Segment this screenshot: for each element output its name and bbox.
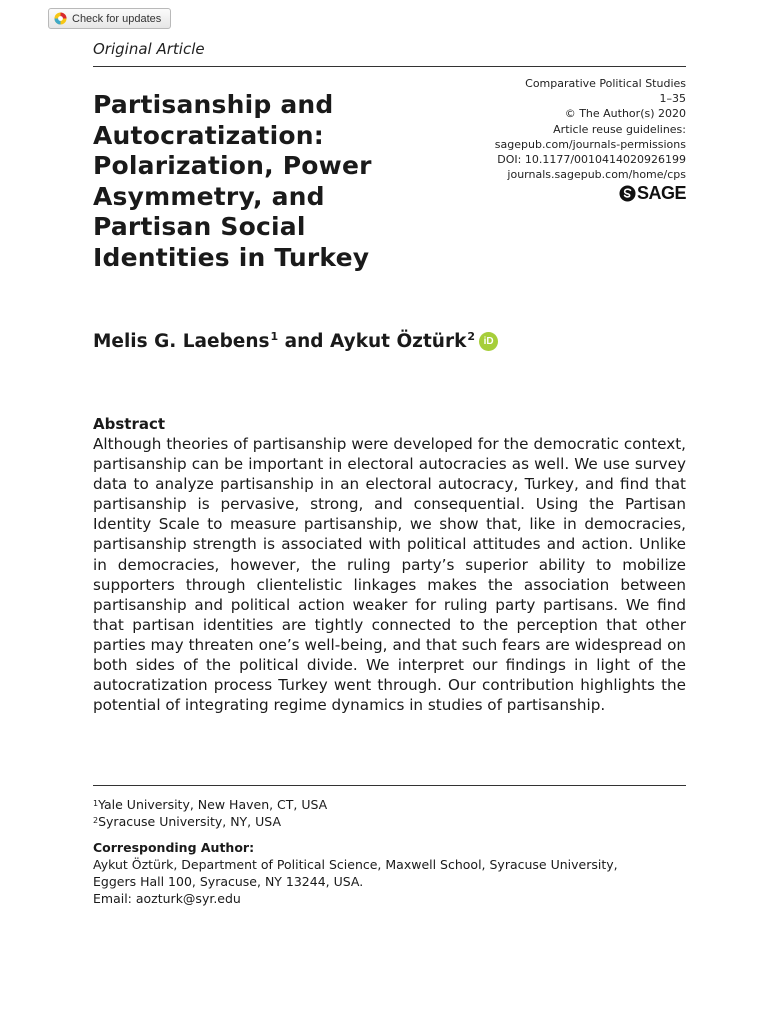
affiliation-item [93, 796, 327, 813]
affiliation-mark: 1 [93, 799, 99, 808]
sage-logo [619, 185, 686, 202]
abstract-heading: Abstract [93, 415, 166, 433]
affiliation-item [93, 813, 327, 830]
author-name[interactable]: Aykut Öztürk [329, 331, 467, 352]
corresponding-address-line: Eggers Hall 100, Syracuse, NY 13244, USA. [93, 874, 364, 889]
abstract-body: Although theories of partisanship were developed for the democratic context, partisanship can be important in electoral autocracies as well. We use survey data to analyze partisanship in an electoral autocracy, Turkey, and find that partisanship is pervasive, strong, and consequential. Using the Partisan Identity Scale to measure partisanship, we show that, like in democracies, partisanship strength is associated with political attitudes and action. Unlike in democracies, however, the ruling party’s superior ability to mobilize supporters through clientelistic linkages makes the association between partisanship and political action weaker for ruling party partisans. We find that partisan identities are tightly connected to the perception that other parties may threaten one’s well-being, and that such fears are widespread on both sides of the political divide. We interpret our findings in light of the autocratization process Turkey went through. Our contribution highlights the potential of integrating regime dynamics in studies of partisanship. [93, 435, 686, 715]
reuse-link[interactable]: sagepub.com/journals-permissions [494, 137, 686, 151]
authors-joiner: and [278, 331, 330, 352]
reuse-label: Article reuse guidelines: [553, 122, 686, 136]
article-title: Partisanship and Autocratization: Polarization, Power Asymmetry, and Partisan Social Identities in Turkey [93, 90, 372, 272]
affiliation-mark: 2 [93, 816, 99, 825]
affiliation-mark: 1 [270, 330, 279, 343]
corresponding-author-label: Corresponding Author: [93, 840, 255, 855]
author-list [93, 331, 498, 352]
check-for-updates-label: Check for updates [72, 12, 162, 25]
journal-meta [426, 76, 686, 207]
sage-logo-icon [619, 185, 636, 202]
article-type: Original Article [93, 40, 205, 58]
header-divider [93, 66, 686, 67]
check-for-updates-button[interactable] [48, 8, 171, 29]
author-name[interactable]: Melis G. Laebens [93, 331, 270, 352]
footer-divider [93, 785, 686, 786]
affiliations [93, 796, 327, 830]
copyright: © The Author(s) 2020 [564, 107, 686, 121]
journal-name: Comparative Political Studies [525, 77, 686, 90]
affiliation-text: Syracuse University, NY, USA [98, 814, 281, 829]
page-range: 1–35 [659, 92, 686, 106]
orcid-icon[interactable]: iD [479, 332, 498, 351]
doi-link[interactable]: DOI: 10.1177/0010414020926199 [497, 153, 686, 167]
affiliation-text: Yale University, New Haven, CT, USA [98, 797, 328, 812]
corresponding-email[interactable]: Email: aozturk@syr.edu [93, 891, 241, 906]
corresponding-author [93, 839, 618, 907]
sage-logo-text: SAGE [636, 183, 686, 204]
crossmark-icon [54, 12, 67, 25]
journal-url-link[interactable]: journals.sagepub.com/home/cps [507, 168, 686, 182]
affiliation-mark: 2 [467, 330, 476, 343]
corresponding-address-line: Aykut Öztürk, Department of Political Science, Maxwell School, Syracuse University, [93, 857, 618, 872]
